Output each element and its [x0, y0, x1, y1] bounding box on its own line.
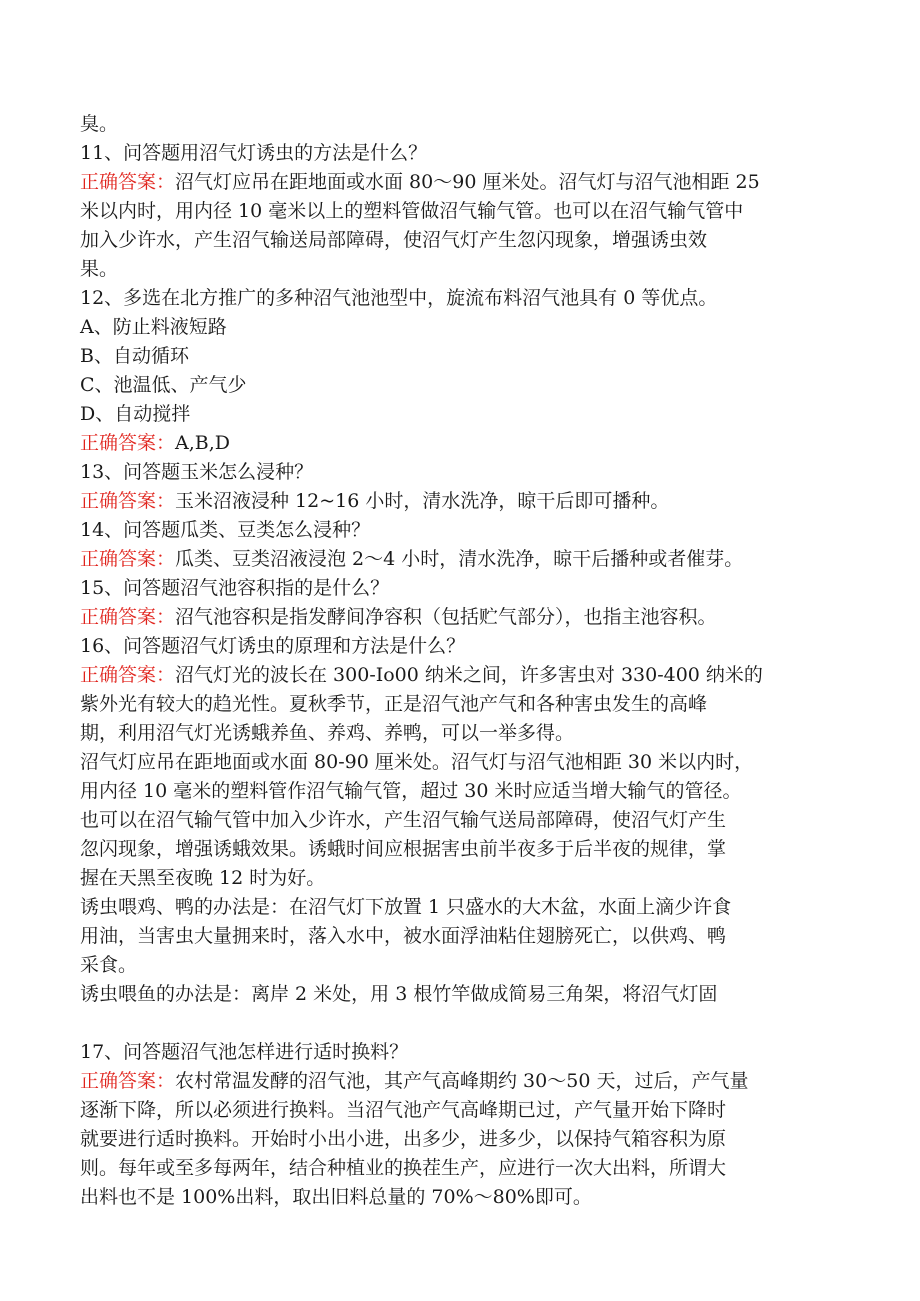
text-line: 就要进行适时换料。开始时小出小进，出多少，进多少，以保持气箱容积为原	[80, 1128, 727, 1150]
question-15: 15、问答题沼气池容积指的是什么？	[80, 577, 390, 599]
text-line: 握在天黑至夜晚 12 时为好。	[80, 867, 326, 889]
text-line: 臭。	[80, 113, 119, 135]
answer-label: 正确答案：	[80, 1070, 176, 1092]
text-line: 果。	[80, 258, 119, 280]
question-17: 17、问答题沼气池怎样进行适时换料？	[80, 1041, 409, 1063]
option-a: A、防止料液短路	[80, 316, 227, 338]
text-line: 用内径 10 毫米的塑料管作沼气输气管，超过 30 米时应适当增大输气的管径。	[80, 780, 742, 802]
answer-label: 正确答案：	[80, 606, 176, 628]
text-line: 出料也不是 100%出料，取出旧料总量的 70%～80%即可。	[80, 1186, 592, 1208]
text-line: 沼气灯应吊在距地面或水面 80-90 厘米处。沼气灯与沼气池相距 30 米以内时，	[80, 751, 754, 773]
question-16: 16、问答题沼气灯诱虫的原理和方法是什么？	[80, 635, 466, 657]
answer-label: 正确答案：	[80, 171, 176, 193]
document-page	[80, 110, 840, 1212]
text-line: 诱虫喂鸡、鸭的办法是：在沼气灯下放置 1 只盛水的大木盆，水面上滴少许食	[80, 896, 732, 918]
text-line: 则。每年或至多每两年，结合种植业的换茬生产，应进行一次大出料，所谓大	[80, 1157, 727, 1179]
text-line: 加入少许水，产生沼气输送局部障碍，使沼气灯产生忽闪现象，增强诱虫效	[80, 229, 708, 251]
answer-label: 正确答案：	[80, 548, 176, 570]
text-line: 用油，当害虫大量拥来时，落入水中，被水面浮油粘住翅膀死亡，以供鸡、鸭	[80, 925, 727, 947]
text-line: 米以内时，用内径 10 毫米以上的塑料管做沼气输气管。也可以在沼气输气管中	[80, 200, 744, 222]
answer-14: 正确答案：瓜类、豆类沼液浸泡 2～4 小时，清水洗净，晾干后播种或者催芽。	[80, 548, 744, 570]
answer-label: 正确答案：	[80, 432, 176, 454]
question-13: 13、问答题玉米怎么浸种？	[80, 461, 314, 483]
text-line: 期，利用沼气灯光诱蛾养鱼、养鸡、养鸭，可以一举多得。	[80, 722, 575, 744]
answer-17: 正确答案：农村常温发酵的沼气池，其产气高峰期约 30～50 天，过后，产气量	[80, 1070, 749, 1092]
text-line: 诱虫喂鱼的办法是：离岸 2 米处，用 3 根竹竿做成简易三角架，将沼气灯固	[80, 983, 718, 1005]
answer-13: 正确答案：玉米沼液浸种 12~16 小时，清水洗净，晾干后即可播种。	[80, 490, 670, 512]
answer-label: 正确答案：	[80, 664, 176, 686]
answer-label: 正确答案：	[80, 490, 176, 512]
text-line: 采食。	[80, 954, 138, 976]
text-line: 逐渐下降，所以必须进行换料。当沼气池产气高峰期已过，产气量开始下降时	[80, 1099, 727, 1121]
paragraph-gap	[80, 1009, 840, 1038]
answer-12: 正确答案：A,B,D	[80, 432, 231, 454]
text-line: 紫外光有较大的趋光性。夏秋季节，正是沼气池产气和各种害虫发生的高峰	[80, 693, 708, 715]
text-line: 忽闪现象，增强诱蛾效果。诱蛾时间应根据害虫前半夜多于后半夜的规律，掌	[80, 838, 727, 860]
answer-16: 正确答案：沼气灯光的波长在 300-Io00 纳米之间，许多害虫对 330-400 纳米的	[80, 664, 763, 686]
question-14: 14、问答题瓜类、豆类怎么浸种？	[80, 519, 371, 541]
question-12: 12、多选在北方推广的多种沼气池池型中，旋流布料沼气池具有 0 等优点。	[80, 287, 718, 309]
answer-11: 正确答案：沼气灯应吊在距地面或水面 80～90 厘米处。沼气灯与沼气池相距 25	[80, 171, 760, 193]
question-11: 11、问答题用沼气灯诱虫的方法是什么？	[80, 142, 428, 164]
option-b: B、自动循环	[80, 345, 189, 367]
text-line: 也可以在沼气输气管中加入少许水，产生沼气输气送局部障碍，使沼气灯产生	[80, 809, 727, 831]
option-d: D、自动搅拌	[80, 403, 191, 425]
option-c: C、池温低、产气少	[80, 374, 247, 396]
answer-15: 正确答案：沼气池容积是指发酵间净容积（包括贮气部分），也指主池容积。	[80, 606, 717, 628]
